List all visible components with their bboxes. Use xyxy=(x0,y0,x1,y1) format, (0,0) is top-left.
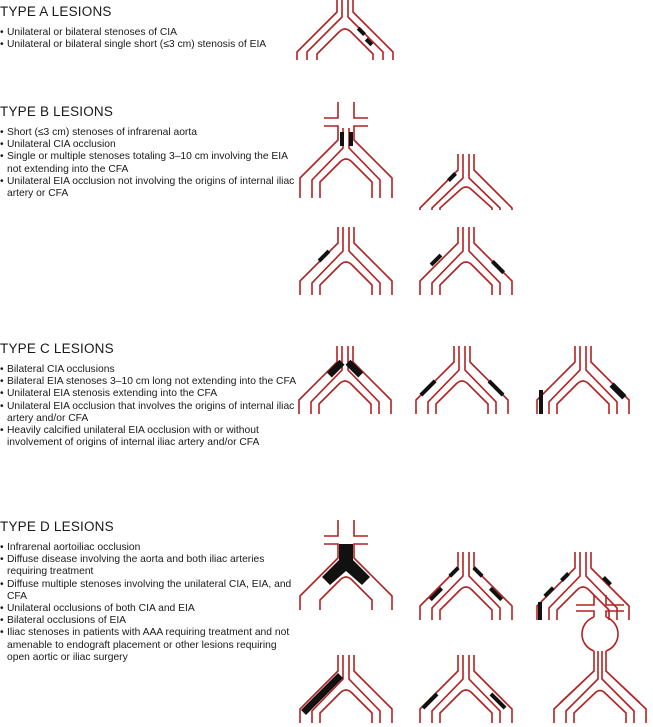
lesion-mark xyxy=(543,586,554,597)
type-d-heading: TYPE D LESIONS xyxy=(0,519,114,534)
type-d-diagram-aaa xyxy=(554,595,646,723)
lesion-mark xyxy=(472,566,483,577)
type-d-diagram-cia-eia xyxy=(300,655,392,723)
list-item: • Unilateral or bilateral stenoses of CIA xyxy=(0,27,300,39)
list-item: • Unilateral EIA occlusion that involves the origins of internal iliac artery and/or CFA xyxy=(0,401,300,425)
list-item: • Bilateral EIA stenoses 3–10 cm long not extending into the CFA xyxy=(0,376,300,388)
lesion-mark xyxy=(301,673,343,715)
type-d-diagram-aortoiliac xyxy=(300,520,392,610)
list-item: • Unilateral CIA occlusion xyxy=(0,139,300,151)
lesion-mark xyxy=(560,572,570,582)
lesion-mark xyxy=(322,544,370,585)
type-b-diagram-eia-left xyxy=(300,227,392,295)
list-item: • Unilateral EIA stenosis extending into the CFA xyxy=(0,388,300,400)
list-item: • Iliac stenoses in patients with AAA requiring treatment and not amenable to endograft placement or other lesions requiring open aortic or iliac surgery xyxy=(0,627,300,664)
type-d-diagram-multiple xyxy=(537,552,629,620)
type-c-diagram-cia xyxy=(299,346,391,414)
lesion-mark xyxy=(539,390,543,414)
lesion-mark xyxy=(538,602,542,620)
lesion-mark xyxy=(488,380,505,397)
type-c-diagram-eia xyxy=(416,346,508,414)
lesion-mark xyxy=(447,172,457,182)
list-item: • Heavily calcified unilateral EIA occlusion with or without involvement of origins of internal iliac artery and/or CFA xyxy=(0,425,300,449)
type-b-diagram-cia xyxy=(420,154,512,210)
type-b-diagram-eia-right xyxy=(420,227,512,295)
list-item: • Unilateral or bilateral single short (≤3 cm) stenosis of EIA xyxy=(0,39,300,51)
type-a-heading: TYPE A LESIONS xyxy=(0,4,112,19)
lesion-mark xyxy=(318,250,331,263)
lesion-mark xyxy=(448,566,459,577)
list-item: • Unilateral EIA occlusion not involving the origins of internal iliac artery or CFA xyxy=(0,176,300,200)
list-item: • Short (≤3 cm) stenoses of infrarenal aorta xyxy=(0,127,300,139)
list-item: • Bilateral CIA occlusions xyxy=(0,364,300,376)
list-item: • Diffuse disease involving the aorta and both iliac arteries requiring treatment xyxy=(0,554,300,578)
lesion-mark xyxy=(340,132,344,146)
list-item: • Infrarenal aortoiliac occlusion xyxy=(0,542,300,554)
list-item: • Single or multiple stenoses totaling 3–10 cm involving the EIA not extending into the CFA xyxy=(0,151,300,175)
type-d-diagram-diffuse xyxy=(420,552,512,620)
lesion-mark xyxy=(420,380,437,397)
lesion-mark xyxy=(491,260,505,274)
type-d-diagram-bilateral-eia xyxy=(420,655,512,723)
lesion-mark xyxy=(349,132,353,146)
list-item: • Unilateral occlusions of both CIA and EIA xyxy=(0,603,300,615)
type-c-heading: TYPE C LESIONS xyxy=(0,341,114,356)
list-item: • Bilateral occlusions of EIA xyxy=(0,615,300,627)
type-b-diagram-aorta xyxy=(300,102,392,198)
type-a-diagram xyxy=(297,0,393,60)
list-item: • Diffuse multiple stenoses involving the unilateral CIA, EIA, and CFA xyxy=(0,579,300,603)
type-b-heading: TYPE B LESIONS xyxy=(0,104,114,119)
type-c-diagram-cfa xyxy=(537,346,629,414)
